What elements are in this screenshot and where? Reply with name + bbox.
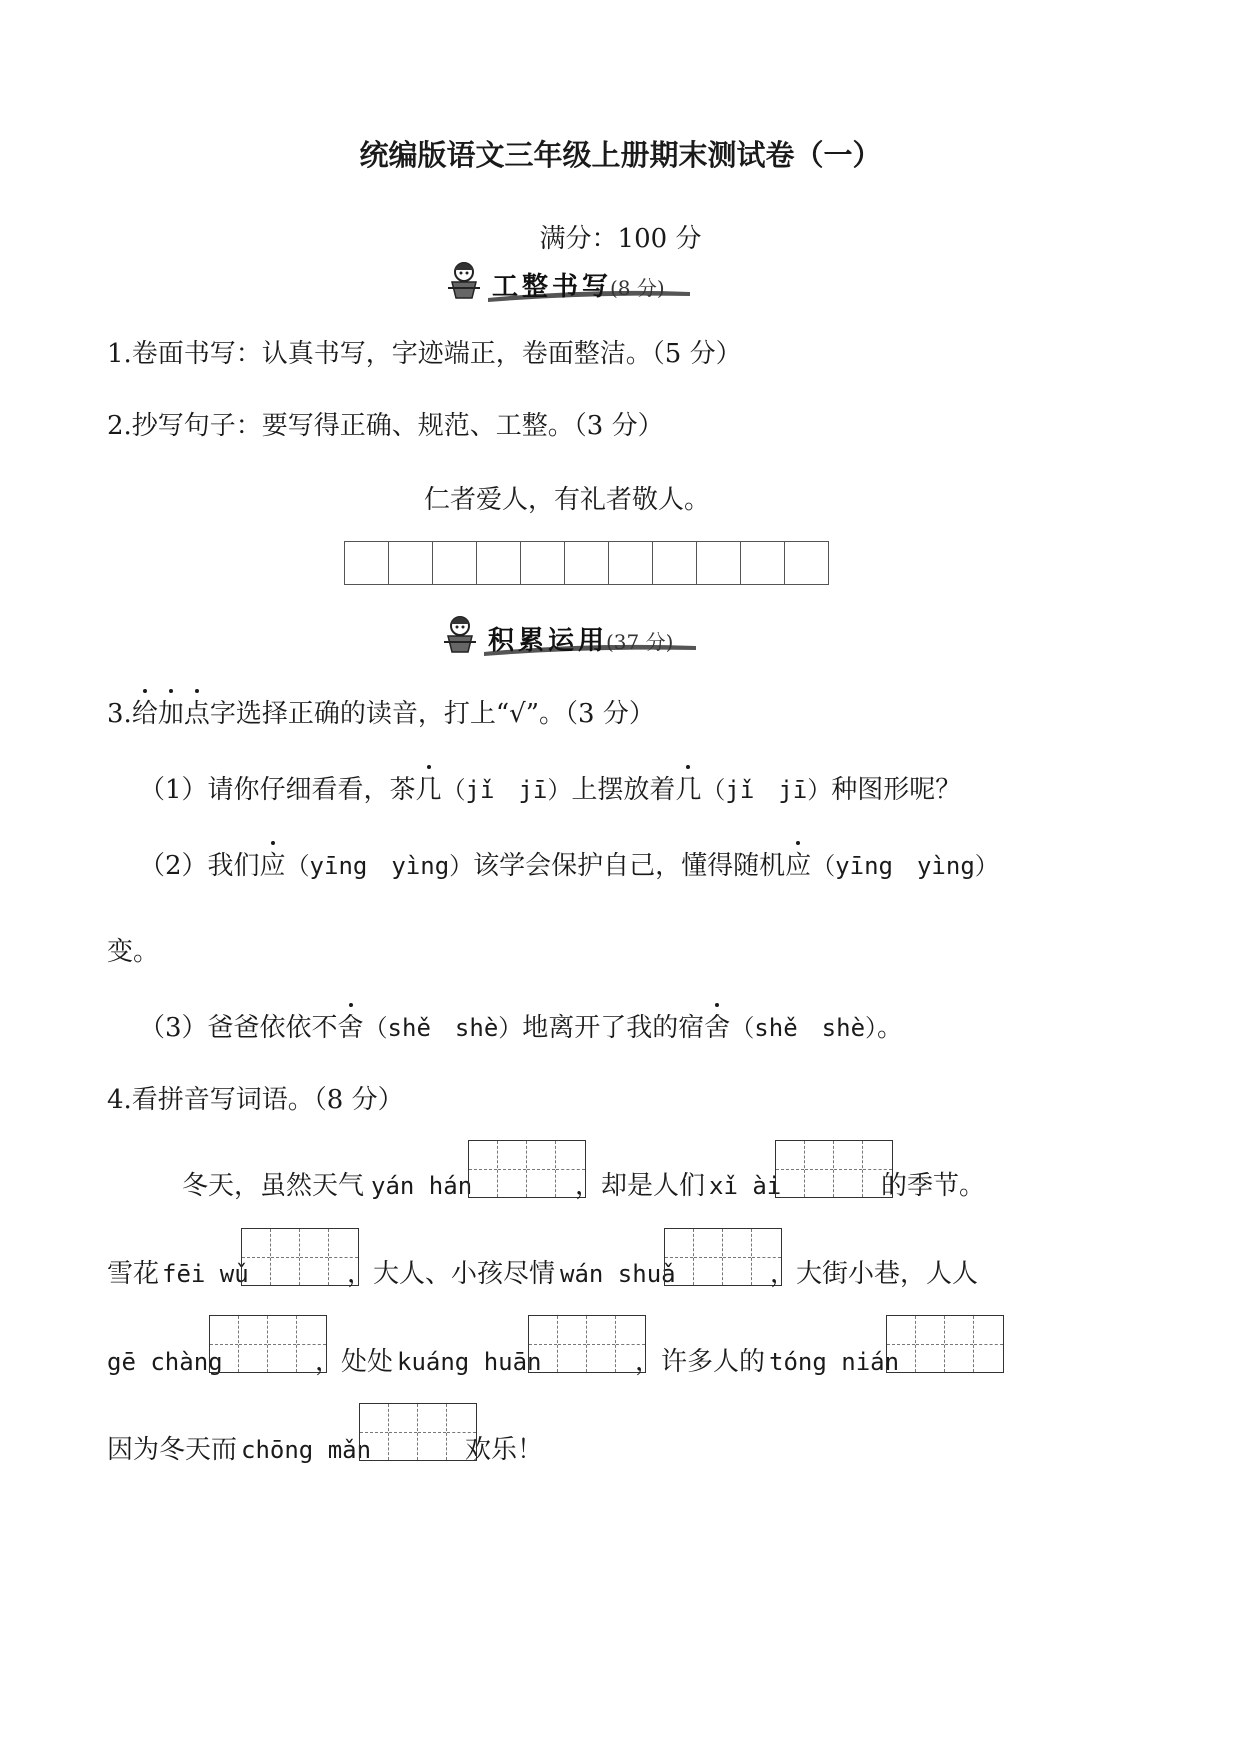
dotted-char: 点 <box>184 696 210 732</box>
q3-prefix: 3. <box>107 699 132 729</box>
pinyin-option[interactable]: yìng） <box>916 852 999 880</box>
pinyin-option[interactable]: （yīng <box>285 852 368 880</box>
section-title: 积累运用 <box>488 626 609 656</box>
dotted-char: 应 <box>785 848 811 884</box>
pinyin-prompt: fēi wǔ <box>162 1260 249 1288</box>
section-header-writing <box>440 258 700 306</box>
question-4: 4.看拼音写词语。（8 分） <box>107 1085 404 1115</box>
question-2: 2.抄写句子：要写得正确、规范、工整。（3 分） <box>107 411 664 441</box>
q4-text: ，许多人的 <box>635 1347 766 1377</box>
answer-box[interactable] <box>886 1315 1004 1373</box>
pinyin-option[interactable]: jī） <box>518 776 572 804</box>
pinyin-prompt: yán hán <box>371 1172 473 1200</box>
dotted-char: 几 <box>675 772 701 808</box>
answer-box[interactable] <box>359 1403 477 1461</box>
section-score: (8 分) <box>610 276 665 300</box>
dotted-char: 应 <box>260 848 286 884</box>
q3-item-1: （1）请你仔细看看，茶几（jǐ jī）上摆放着几（jǐ jī）种图形呢？ <box>139 772 961 808</box>
section-score: (37 分) <box>606 630 674 654</box>
pinyin-prompt: chōng mǎn <box>241 1436 372 1464</box>
page-title: 统编版语文三年级上册期末测试卷（一） <box>359 138 882 172</box>
q3-rest: 字选择正确的读音，打上“√”。（3 分） <box>209 699 655 729</box>
answer-box[interactable] <box>528 1315 646 1373</box>
pinyin-option[interactable]: shè） <box>821 1014 878 1042</box>
section-header-accumulation <box>436 612 706 660</box>
full-score: 满分：100 分 <box>539 224 702 254</box>
question-3 <box>107 696 655 732</box>
pinyin-option[interactable]: （jǐ <box>441 776 495 804</box>
q4-text: ，处处 <box>315 1347 394 1377</box>
dotted-char: 几 <box>416 772 442 808</box>
answer-box[interactable] <box>664 1228 782 1286</box>
section-title: 工整书写 <box>492 272 613 302</box>
q3-item-2-continued: 变。 <box>107 937 160 967</box>
pinyin-option[interactable]: shè） <box>454 1014 523 1042</box>
answer-box[interactable] <box>775 1140 893 1198</box>
answer-box[interactable] <box>468 1140 586 1198</box>
dotted-char: 舍 <box>338 1010 364 1046</box>
copy-sentence: 仁者爱人，有礼者敬人。 <box>424 485 711 515</box>
q3-item-2: （2）我们应（yīng yìng）该学会保护自己，懂得随机应（yīng yìng） <box>139 848 999 884</box>
dotted-char: 舍 <box>704 1010 730 1046</box>
q4-text: 的季节。 <box>881 1171 986 1201</box>
pinyin-option[interactable]: （shě <box>730 1014 798 1042</box>
pinyin-option[interactable]: jī） <box>778 776 832 804</box>
q4-text: 欢乐！ <box>465 1435 544 1465</box>
question-1: 1.卷面书写：认真书写，字迹端正，卷面整洁。（5 分） <box>107 339 742 369</box>
q4-text: ，却是人们 <box>575 1171 706 1201</box>
q4-text: ，大街小巷，人人 <box>770 1259 979 1289</box>
pinyin-prompt: kuáng huān <box>397 1348 542 1376</box>
q4-text: ，大人、小孩尽情 <box>347 1259 556 1289</box>
pinyin-prompt: tóng nián <box>769 1348 900 1376</box>
answer-box[interactable] <box>241 1228 359 1286</box>
pinyin-option[interactable]: （jǐ <box>701 776 755 804</box>
q4-text: 冬天，虽然天气 <box>182 1171 365 1201</box>
pinyin-option[interactable]: yìng） <box>391 852 474 880</box>
pinyin-prompt: gē chàng <box>107 1348 223 1376</box>
pinyin-prompt: xǐ ài <box>709 1172 782 1200</box>
pinyin-option[interactable]: （shě <box>363 1014 431 1042</box>
copy-writing-grid[interactable] <box>344 541 829 585</box>
pinyin-prompt: wán shuǎ <box>560 1260 676 1288</box>
answer-box[interactable] <box>209 1315 327 1373</box>
q4-text: 因为冬天而 <box>107 1435 238 1465</box>
q3-item-3: （3）爸爸依依不舍（shě shè）地离开了我的宿舍（shě shè）。 <box>139 1010 903 1046</box>
dotted-char: 给 <box>132 696 158 732</box>
pinyin-option[interactable]: （yīng <box>811 852 893 880</box>
q4-text: 雪花 <box>107 1259 160 1289</box>
dotted-char: 加 <box>158 696 184 732</box>
